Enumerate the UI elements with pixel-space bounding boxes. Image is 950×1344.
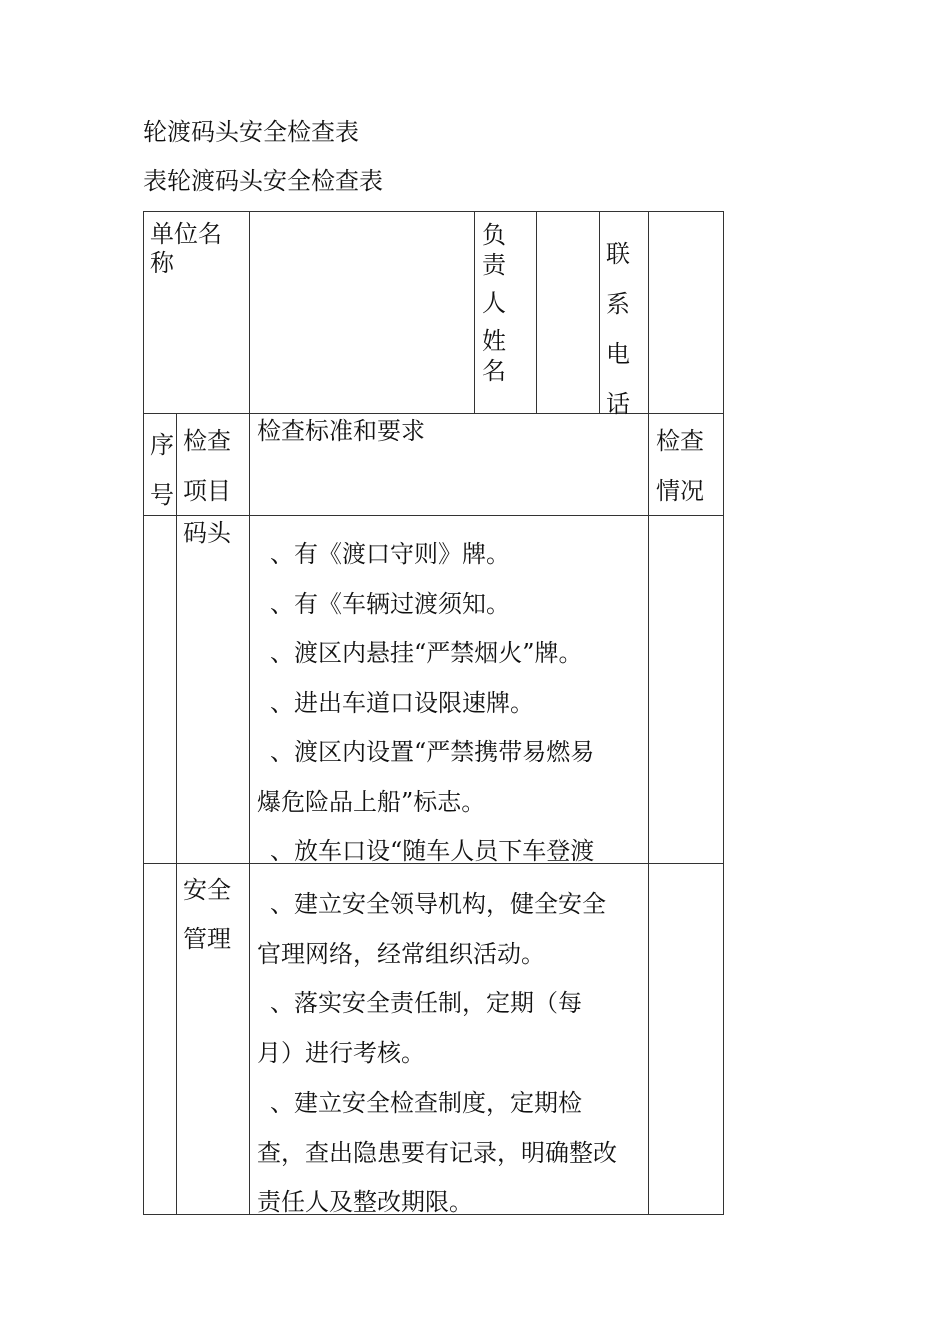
label-char: 联 [606,240,630,268]
label-char: 话 [606,390,630,418]
table-caption: 表轮渡码头安全检查表 [143,167,383,195]
table-border-right [723,211,724,1215]
standard-line: 官理网络，经常组织活动。 [257,939,545,968]
document-title: 轮渡码头安全检查表 [143,118,359,146]
seq-header-line: 号 [150,481,174,509]
standard-line: 爆危险品上船”标志。 [257,787,486,816]
standard-line: 月）进行考核。 [257,1039,425,1068]
result-header-line: 情况 [656,477,704,505]
unit-name-label [150,220,222,278]
standard-line: 、建立安全检查制度，定期检 [270,1088,582,1117]
standard-line: 、渡区内设置“严禁携带易燃易 [270,738,595,766]
standard-line: 查，查出隐患要有记录，明确整改 [257,1138,617,1167]
label-char: 责 [482,251,506,279]
unit-name-label-line: 单位名 [150,220,222,248]
standard-cell [257,530,594,877]
person-in-charge-label [482,220,506,386]
standard-line: 、有《渡口守则》牌。 [270,540,510,568]
table-border-left [143,211,144,1215]
standard-cell [257,880,617,1228]
standard-line: 、落实安全责任制，定期（每 [270,989,582,1018]
result-header-line: 检查 [656,427,704,455]
unit-name-field[interactable] [250,212,473,412]
label-char: 名 [482,357,506,385]
item-header [183,416,231,516]
table-rule [249,413,250,1215]
standard-line: 、放车口设“随车人员下车登渡 [270,837,595,865]
result-field[interactable] [649,864,723,1214]
item-cell-line: 安全 [183,876,231,904]
label-char: 人 [482,289,506,317]
standard-line: 、进出车道口设限速牌。 [270,688,534,717]
label-char: 姓 [482,327,506,355]
seq-header [150,420,174,520]
table-rule [143,413,724,414]
standard-header: 检查标准和要求 [257,417,425,445]
standard-line: 、有《车辆过渡须知。 [270,589,510,618]
item-cell: 码头 [183,519,231,547]
standard-line: 责任人及整改期限。 [257,1188,473,1217]
table-rule [599,211,600,413]
contact-phone-field[interactable] [649,212,723,412]
item-cell [183,866,231,964]
label-char: 负 [482,221,506,249]
seq-header-line: 序 [150,431,174,459]
unit-name-label-line: 称 [150,249,174,277]
person-in-charge-field[interactable] [537,212,598,412]
table-rule [176,413,177,1215]
item-header-line: 检查 [183,427,231,455]
label-char: 电 [606,340,630,368]
contact-phone-label [606,229,630,429]
label-char: 系 [606,290,630,318]
item-cell-line: 管理 [183,925,231,953]
standard-line: 、渡区内悬挂“严禁烟火”牌。 [270,639,583,667]
standard-line: 、建立安全领导机构，健全安全 [270,890,606,918]
item-header-line: 项目 [183,477,231,505]
result-field[interactable] [649,516,723,862]
result-header [656,416,704,516]
table-rule [474,211,475,413]
